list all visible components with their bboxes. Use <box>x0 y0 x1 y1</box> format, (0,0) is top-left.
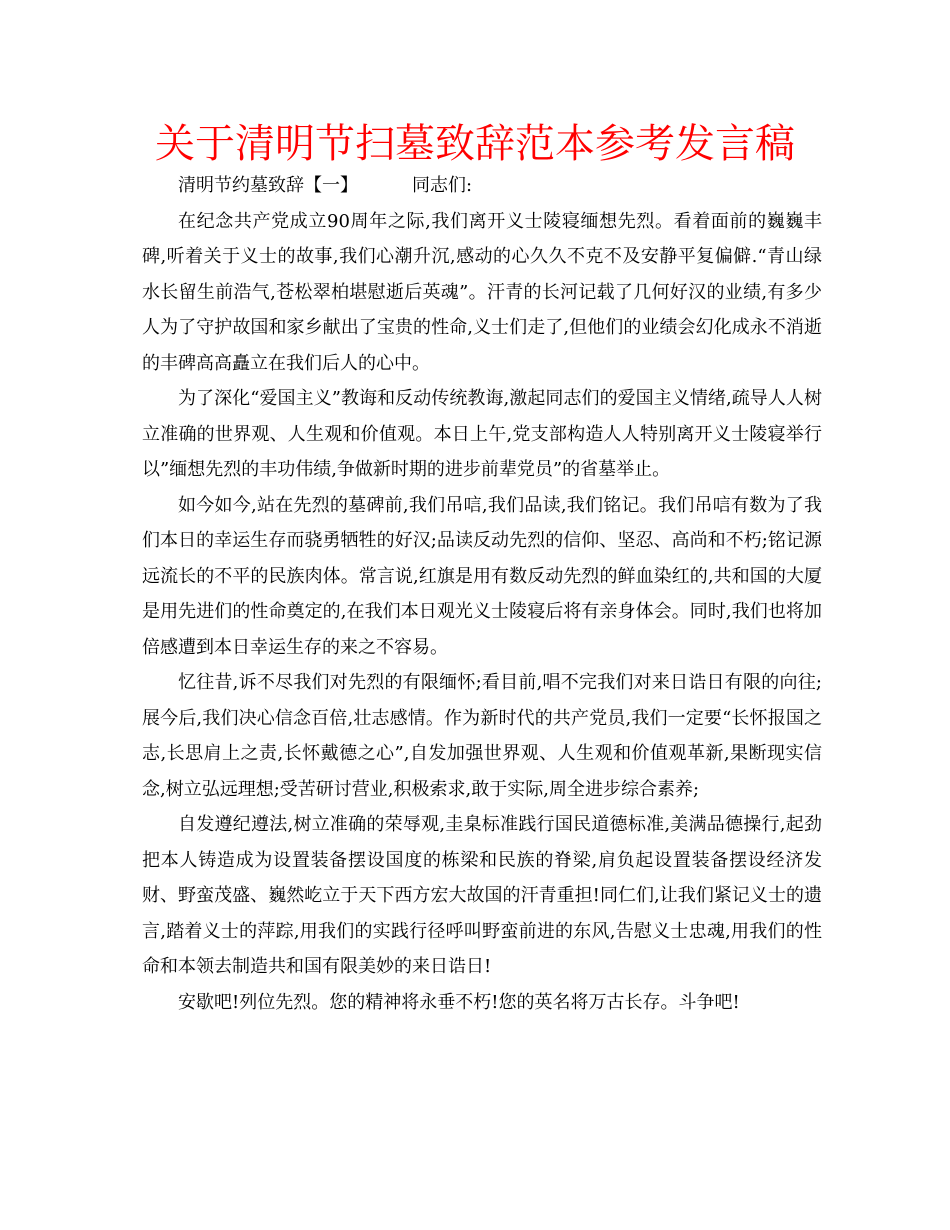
paragraph: 如今如今,站在先烈的墓碑前,我们吊唁,我们品读,我们铭记。我们吊唁有数为了我们本日的幸运生存而骁勇牺牲的好汉;品读反动先烈的信仰、坚忍、高尚和不朽;铭记源远流长的不平的民族肉体。常言说,红旗是用有数反动先烈的鲜血染红的,共和国的大厦是用先进们的性命奠定的,在我们本日观光义士陵寝后将有亲身体会。同时,我们也将加倍感遭到本日幸运生存的来之不容易。 <box>142 494 822 658</box>
opening-line <box>142 168 822 204</box>
document-title: 关于清明节扫墓致辞范本参考发言稿 <box>155 121 795 167</box>
paragraph: 忆往昔,诉不尽我们对先烈的有限缅怀;看目前,唱不完我们对来日诰日有限的向往;展今后,我们决心信念百倍,壮志感情。作为新时代的共产党员,我们一定要“长怀报国之志,长思肩上之责,长怀戴德之心”,自发加强世界观、人生观和价值观革新,果断现实信念,树立弘远理想;受苦研讨营业,积极索求,敢于实际,周全进步综合素养; <box>142 672 822 800</box>
paragraph: 安歇吧!列位先烈。您的精神将永垂不朽!您的英名将万古长存。斗争吧! <box>178 991 740 1013</box>
paragraph: 为了深化“爱国主义”教诲和反动传统教诲,激起同志们的爱国主义情绪,疏导人人树立准确的世界观、人生观和价值观。本日上午,党支部构造人人特别离开义士陵寝举行以”缅想先烈的丰功伟绩,争做新时期的进步前辈党员”的省墓举止。 <box>142 388 822 480</box>
greeting: 同志们: <box>412 175 473 196</box>
document-body <box>142 168 822 1020</box>
paragraph: 自发遵纪遵法,树立准确的荣辱观,圭臬标准践行国民道德标准,美满品德操行,起劲把本人铸造成为设置装备摆设国度的栋梁和民族的脊梁,肩负起设置装备摆设经济发财、野蛮茂盛、巍然屹立于天下西方宏大故国的汗青重担!同仁们,让我们紧记义士的遗言,踏着义士的萍踪,用我们的实践行径呼叫野蛮前进的东风,告慰义士忠魂,用我们的性命和本领去制造共和国有限美妙的来日诰日! <box>142 814 822 977</box>
paragraph: 在纪念共产党成立90周年之际,我们离开义士陵寝缅想先烈。看着面前的巍巍丰碑,听着关于义士的故事,我们心潮升沉,感动的心久久不克不及安静平复偏僻.“青山绿水长留生前浩气,苍松翠柏堪慰逝后英魂”。汗青的长河记载了几何好汉的业绩,有多少人为了守护故国和家乡献出了宝贵的性命,义士们走了,但他们的业绩会幻化成永不消逝的丰碑高高矗立在我们后人的心中。 <box>142 210 822 374</box>
section-label: 清明节约墓致辞【一】 <box>178 175 358 196</box>
